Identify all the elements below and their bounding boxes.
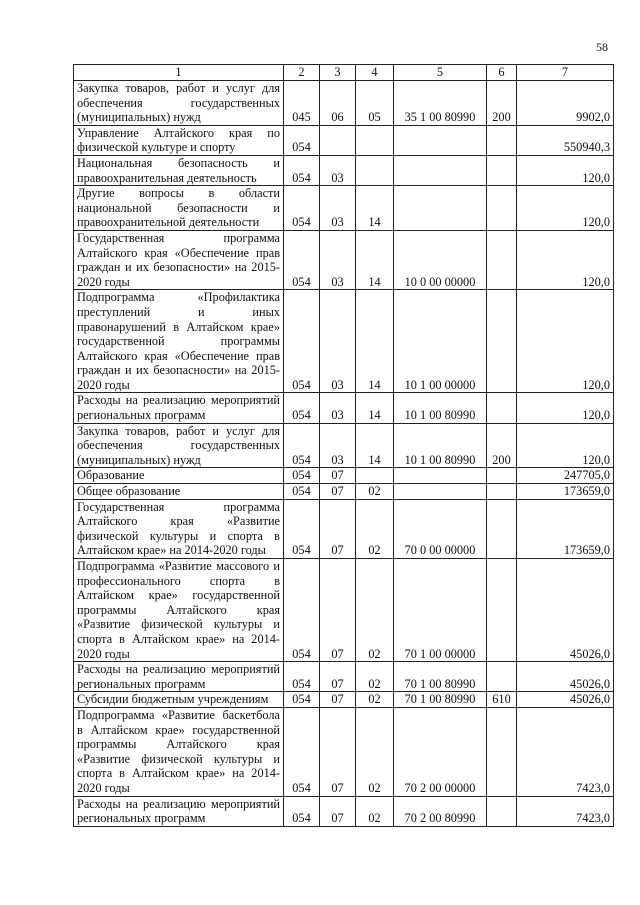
target-article-cell [394,155,487,185]
expense-kind-cell [487,662,517,692]
table-row [74,796,614,826]
table-row [74,155,614,185]
amount-cell: 120,0 [517,230,614,289]
subsection-code-cell [356,155,394,185]
target-article-cell [394,125,487,155]
column-header: 5 [394,65,487,81]
expense-kind-cell [487,230,517,289]
expense-kind-cell: 200 [487,81,517,126]
admin-code-cell: 054 [284,230,320,289]
row-name-cell: Государственная программа Алтайского края «Обеспечение прав граждан и их безопасности» на 2015-2020 годы [74,230,284,289]
target-article-cell [394,468,487,484]
admin-code-cell: 054 [284,186,320,231]
section-code-cell: 03 [320,290,356,393]
expense-kind-cell [487,707,517,796]
amount-cell: 173659,0 [517,484,614,500]
column-header: 2 [284,65,320,81]
table-row [74,707,614,796]
table-row [74,484,614,500]
subsection-code-cell: 02 [356,692,394,708]
row-name-cell: Подпрограмма «Развитие баскетбола в Алтайском крае» государственной программы Алтайского края «Развитие физической культуры и спорта в Алтайском крае» на 2014-2020 годы [74,707,284,796]
row-name-cell: Общее образование [74,484,284,500]
admin-code-cell: 054 [284,692,320,708]
subsection-code-cell: 14 [356,230,394,289]
section-code-cell: 03 [320,230,356,289]
expense-kind-cell [487,499,517,558]
column-header: 7 [517,65,614,81]
amount-cell: 120,0 [517,186,614,231]
column-header: 1 [74,65,284,81]
section-code-cell: 06 [320,81,356,126]
amount-cell: 173659,0 [517,499,614,558]
subsection-code-cell: 02 [356,484,394,500]
expense-kind-cell [487,796,517,826]
target-article-cell: 10 0 00 00000 [394,230,487,289]
section-code-cell [320,125,356,155]
subsection-code-cell: 14 [356,186,394,231]
column-header: 6 [487,65,517,81]
table-row [74,393,614,423]
admin-code-cell: 054 [284,468,320,484]
subsection-code-cell: 02 [356,707,394,796]
section-code-cell: 07 [320,484,356,500]
amount-cell: 45026,0 [517,662,614,692]
expense-kind-cell [487,125,517,155]
amount-cell: 120,0 [517,423,614,468]
target-article-cell: 70 2 00 80990 [394,796,487,826]
target-article-cell: 70 2 00 00000 [394,707,487,796]
section-code-cell: 03 [320,155,356,185]
section-code-cell: 07 [320,468,356,484]
amount-cell: 120,0 [517,155,614,185]
target-article-cell: 70 1 00 80990 [394,692,487,708]
target-article-cell [394,186,487,231]
admin-code-cell: 045 [284,81,320,126]
amount-cell: 120,0 [517,290,614,393]
expense-kind-cell: 200 [487,423,517,468]
row-name-cell: Образование [74,468,284,484]
table-row [74,499,614,558]
target-article-cell: 10 1 00 00000 [394,290,487,393]
row-name-cell: Субсидии бюджетным учреждениям [74,692,284,708]
amount-cell: 7423,0 [517,796,614,826]
table-row [74,423,614,468]
subsection-code-cell: 02 [356,559,394,662]
section-code-cell: 07 [320,662,356,692]
table-row [74,290,614,393]
amount-cell: 120,0 [517,393,614,423]
amount-cell: 7423,0 [517,707,614,796]
row-name-cell: Расходы на реализацию мероприятий региональных программ [74,393,284,423]
section-code-cell: 03 [320,393,356,423]
admin-code-cell: 054 [284,393,320,423]
subsection-code-cell: 14 [356,290,394,393]
subsection-code-cell: 02 [356,796,394,826]
section-code-cell: 07 [320,692,356,708]
admin-code-cell: 054 [284,662,320,692]
table-row [74,125,614,155]
admin-code-cell: 054 [284,484,320,500]
table-row [74,559,614,662]
subsection-code-cell: 05 [356,81,394,126]
section-code-cell: 07 [320,559,356,662]
table-row [74,186,614,231]
section-code-cell: 03 [320,186,356,231]
table-row [74,468,614,484]
row-name-cell: Расходы на реализацию мероприятий региональных программ [74,662,284,692]
admin-code-cell: 054 [284,423,320,468]
expense-kind-cell: 610 [487,692,517,708]
amount-cell: 550940,3 [517,125,614,155]
admin-code-cell: 054 [284,707,320,796]
expense-kind-cell [487,393,517,423]
amount-cell: 247705,0 [517,468,614,484]
admin-code-cell: 054 [284,155,320,185]
row-name-cell: Подпрограмма «Развитие массового и профессионального спорта в Алтайском крае» государственной программы Алтайского края «Развитие физической культуры и спорта в Алтайском крае» на 2014-2020 годы [74,559,284,662]
column-header: 3 [320,65,356,81]
section-code-cell: 07 [320,796,356,826]
target-article-cell: 70 0 00 00000 [394,499,487,558]
expense-kind-cell [487,559,517,662]
table-header-row [74,65,614,81]
target-article-cell: 10 1 00 80990 [394,393,487,423]
target-article-cell: 35 1 00 80990 [394,81,487,126]
table-row [74,692,614,708]
page-number: 58 [596,40,608,54]
row-name-cell: Другие вопросы в области национальной безопасности и правоохранительной деятельности [74,186,284,231]
expense-kind-cell [487,484,517,500]
amount-cell: 9902,0 [517,81,614,126]
admin-code-cell: 054 [284,559,320,662]
admin-code-cell: 054 [284,796,320,826]
amount-cell: 45026,0 [517,559,614,662]
expense-kind-cell [487,186,517,231]
row-name-cell: Подпрограмма «Профилактика преступлений и иных правонарушений в Алтайском крае» государственной программы Алтайского края «Обеспечение прав граждан и их безопасности» на 2015-2020 годы [74,290,284,393]
budget-table [73,64,614,827]
subsection-code-cell: 14 [356,393,394,423]
target-article-cell [394,484,487,500]
section-code-cell: 07 [320,707,356,796]
amount-cell: 45026,0 [517,692,614,708]
admin-code-cell: 054 [284,499,320,558]
admin-code-cell: 054 [284,125,320,155]
column-header: 4 [356,65,394,81]
target-article-cell: 10 1 00 80990 [394,423,487,468]
row-name-cell: Закупка товаров, работ и услуг для обеспечения государственных (муниципальных) нужд [74,423,284,468]
table-row [74,230,614,289]
subsection-code-cell: 02 [356,499,394,558]
subsection-code-cell: 02 [356,662,394,692]
expense-kind-cell [487,155,517,185]
subsection-code-cell [356,468,394,484]
section-code-cell: 07 [320,499,356,558]
target-article-cell: 70 1 00 80990 [394,662,487,692]
expense-kind-cell [487,290,517,393]
table-row [74,662,614,692]
section-code-cell: 03 [320,423,356,468]
row-name-cell: Государственная программа Алтайского края «Развитие физической культуры и спорта в Алтайском крае» на 2014-2020 годы [74,499,284,558]
row-name-cell: Национальная безопасность и правоохранительная деятельность [74,155,284,185]
target-article-cell: 70 1 00 00000 [394,559,487,662]
row-name-cell: Расходы на реализацию мероприятий региональных программ [74,796,284,826]
row-name-cell: Закупка товаров, работ и услуг для обеспечения государственных (муниципальных) нужд [74,81,284,126]
row-name-cell: Управление Алтайского края по физической культуре и спорту [74,125,284,155]
subsection-code-cell: 14 [356,423,394,468]
subsection-code-cell [356,125,394,155]
table-row [74,81,614,126]
admin-code-cell: 054 [284,290,320,393]
expense-kind-cell [487,468,517,484]
